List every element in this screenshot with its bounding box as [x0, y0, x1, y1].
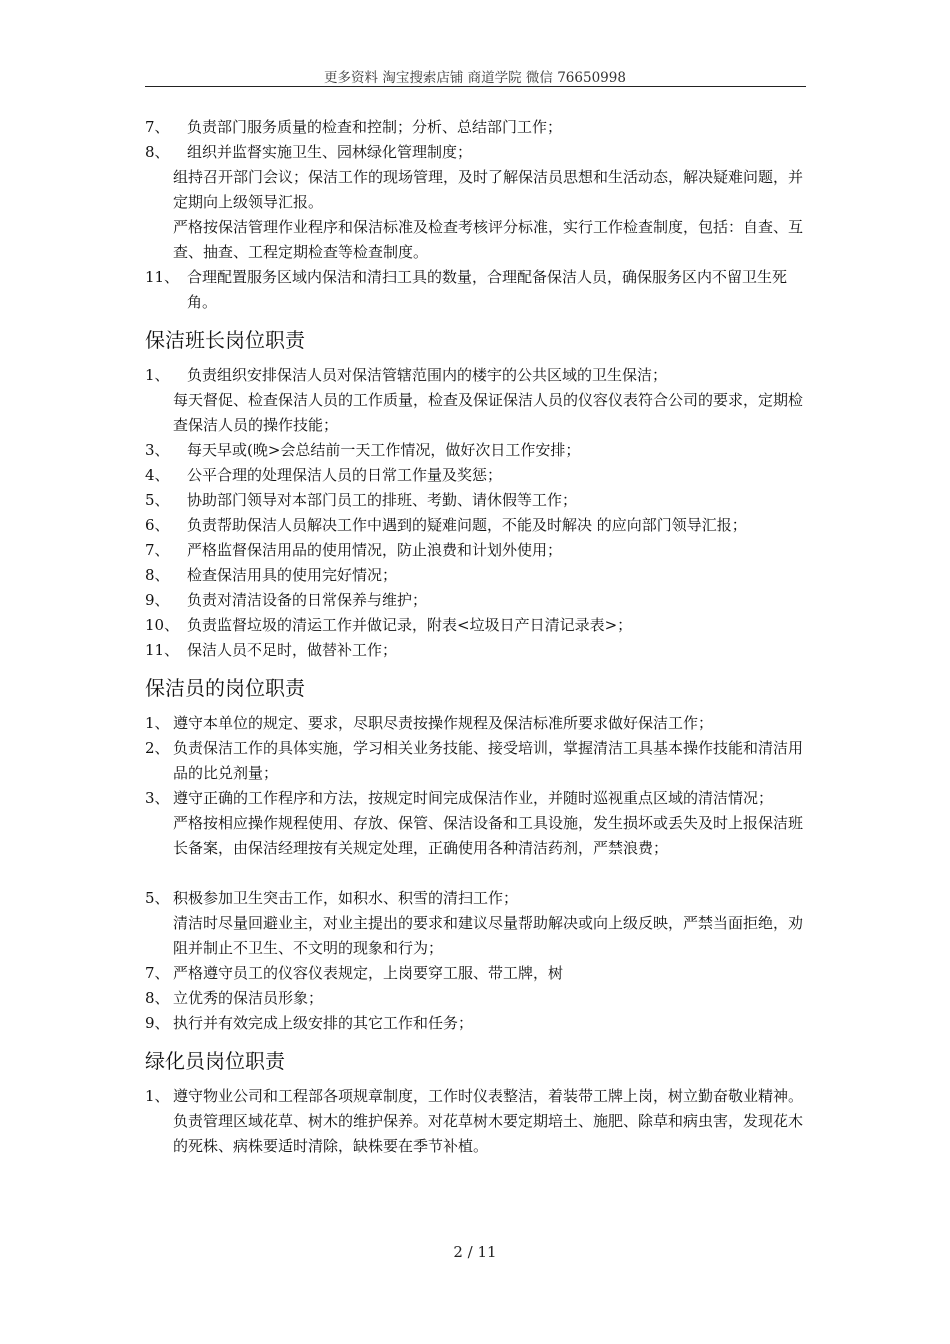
item-number: 4、 — [145, 466, 170, 484]
document-body — [145, 115, 815, 1159]
item-text: 保洁人员不足时，做替补工作； — [187, 641, 398, 659]
list-item — [145, 538, 815, 563]
list-item — [145, 563, 815, 588]
list-item — [145, 588, 815, 613]
item-text: 检查保洁用具的使用完好情况； — [187, 566, 398, 584]
item-text: 协助部门领导对本部门员工的排班、考勤、请休假等工作； — [187, 491, 578, 509]
item-number: 7、 — [145, 541, 170, 559]
item-number: 10、 — [145, 616, 180, 634]
section-heading-cleaner: 保洁员的岗位职责 — [145, 676, 305, 700]
list-item — [145, 986, 815, 1011]
item-number: 11、 — [145, 268, 180, 286]
item-number: 9、 — [145, 591, 170, 609]
item-number: 8、 — [145, 989, 170, 1007]
list-paragraph: 组持召开部门会议；保洁工作的现场管理，及时了解保洁员思想和生活动态，解决疑难问题，并定期向上级领导汇报。 — [173, 168, 804, 211]
item-number: 11、 — [145, 641, 180, 659]
item-text: 严格遵守员工的仪容仪表规定，上岗要穿工服、带工牌，树 — [173, 964, 564, 982]
header-rule — [145, 86, 806, 87]
item-text: 组织并监督实施卫生、园林绿化管理制度； — [187, 143, 473, 161]
section-heading-greening: 绿化员岗位职责 — [145, 1049, 285, 1073]
list-item — [145, 1084, 815, 1109]
page-header: 更多资料 淘宝搜索店铺 商道学院 微信 76650998 — [324, 70, 626, 86]
item-number: 9、 — [145, 1014, 170, 1032]
item-number: 7、 — [145, 964, 170, 982]
list-item — [145, 488, 815, 513]
item-number: 3、 — [145, 441, 170, 459]
item-text: 执行并有效完成上级安排的其它工作和任务； — [173, 1014, 474, 1032]
item-number: 7、 — [145, 118, 170, 136]
item-number: 5、 — [145, 491, 170, 509]
item-text: 立优秀的保洁员形象； — [173, 989, 324, 1007]
item-text: 遵守物业公司和工程部各项规章制度，工作时仪表整洁，着装带工牌上岗，树立勤奋敬业精神。 — [173, 1087, 804, 1105]
item-text: 负责组织安排保洁人员对保洁管辖范围内的楼宇的公共区域的卫生保洁； — [187, 366, 668, 384]
list-item — [145, 1011, 815, 1036]
list-item — [145, 463, 815, 488]
item-text: 负责对清洁设备的日常保养与维护； — [187, 591, 428, 609]
list-paragraph: 清洁时尽量回避业主，对业主提出的要求和建议尽量帮助解决或向上级反映，严禁当面拒绝，劝阻并制止不卫生、不文明的现象和行为； — [173, 914, 804, 957]
list-paragraph: 严格按相应操作规程使用、存放、保管、保洁设备和工具设施，发生损坏或丢失及时上报保洁班长备案，由保洁经理按有关规定处理，正确使用各种清洁药剂，严禁浪费； — [173, 814, 804, 857]
item-text: 严格监督保洁用品的使用情况，防止浪费和计划外使用； — [187, 541, 563, 559]
item-text: 负责部门服务质量的检查和控制；分析、总结部门工作； — [187, 118, 563, 136]
item-number: 1、 — [145, 366, 170, 384]
blank-line — [145, 861, 815, 886]
item-text: 负责帮助保洁人员解决工作中遇到的疑难问题，不能及时解决 的应向部门领导汇报； — [187, 516, 747, 534]
item-text: 每天早或(晚>会总结前一天工作情况，做好次日工作安排； — [187, 441, 581, 459]
item-text: 遵守正确的工作程序和方法，按规定时间完成保洁作业，并随时巡视重点区域的清洁情况； — [173, 789, 774, 807]
item-text: 积极参加卫生突击工作，如积水、积雪的清扫工作； — [173, 889, 519, 907]
list-item — [145, 140, 815, 165]
list-item — [145, 115, 815, 140]
item-text: 公平合理的处理保洁人员的日常工作量及奖惩； — [187, 466, 503, 484]
section-heading-leader: 保洁班长岗位职责 — [145, 328, 305, 352]
list-item — [145, 711, 815, 736]
list-item — [145, 886, 815, 911]
list-item — [145, 786, 815, 811]
item-number: 3、 — [145, 789, 170, 807]
item-number: 1、 — [145, 1087, 170, 1105]
item-number: 2、 — [145, 739, 170, 757]
list-item — [145, 613, 815, 638]
list-item — [145, 961, 815, 986]
item-number: 6、 — [145, 516, 170, 534]
item-number: 8、 — [145, 566, 170, 584]
page-number: 2 / 11 — [453, 1243, 497, 1261]
list-item — [145, 363, 815, 388]
list-paragraph: 负责管理区域花草、树木的维护保养。对花草树木要定期培土、施肥、除草和病虫害，发现花木的死株、病株要适时清除，缺株要在季节补植。 — [173, 1112, 804, 1155]
list-item — [145, 638, 815, 663]
list-item — [145, 265, 815, 315]
list-paragraph: 严格按保洁管理作业程序和保洁标准及检查考核评分标准，实行工作检查制度，包括：自查、互查、抽查、工程定期检查等检查制度。 — [173, 218, 804, 261]
item-number: 1、 — [145, 714, 170, 732]
item-text: 合理配置服务区域内保洁和清扫工具的数量，合理配备保洁人员，确保服务区内不留卫生死角。 — [187, 268, 788, 311]
list-item — [145, 438, 815, 463]
list-item — [145, 736, 815, 786]
item-text: 遵守本单位的规定、要求，尽职尽责按操作规程及保洁标准所要求做好保洁工作； — [173, 714, 714, 732]
list-paragraph: 每天督促、检查保洁人员的工作质量，检查及保证保洁人员的仪容仪表符合公司的要求，定期检查保洁人员的操作技能； — [173, 391, 804, 434]
item-number: 8、 — [145, 143, 170, 161]
item-text: 负责监督垃圾的清运工作并做记录，附表<垃圾日产日清记录表>； — [187, 616, 633, 634]
item-number: 5、 — [145, 889, 170, 907]
item-text: 负责保洁工作的具体实施，学习相关业务技能、接受培训，掌握清洁工具基本操作技能和清洁用品的比兑剂量； — [173, 739, 804, 782]
list-item — [145, 513, 815, 538]
